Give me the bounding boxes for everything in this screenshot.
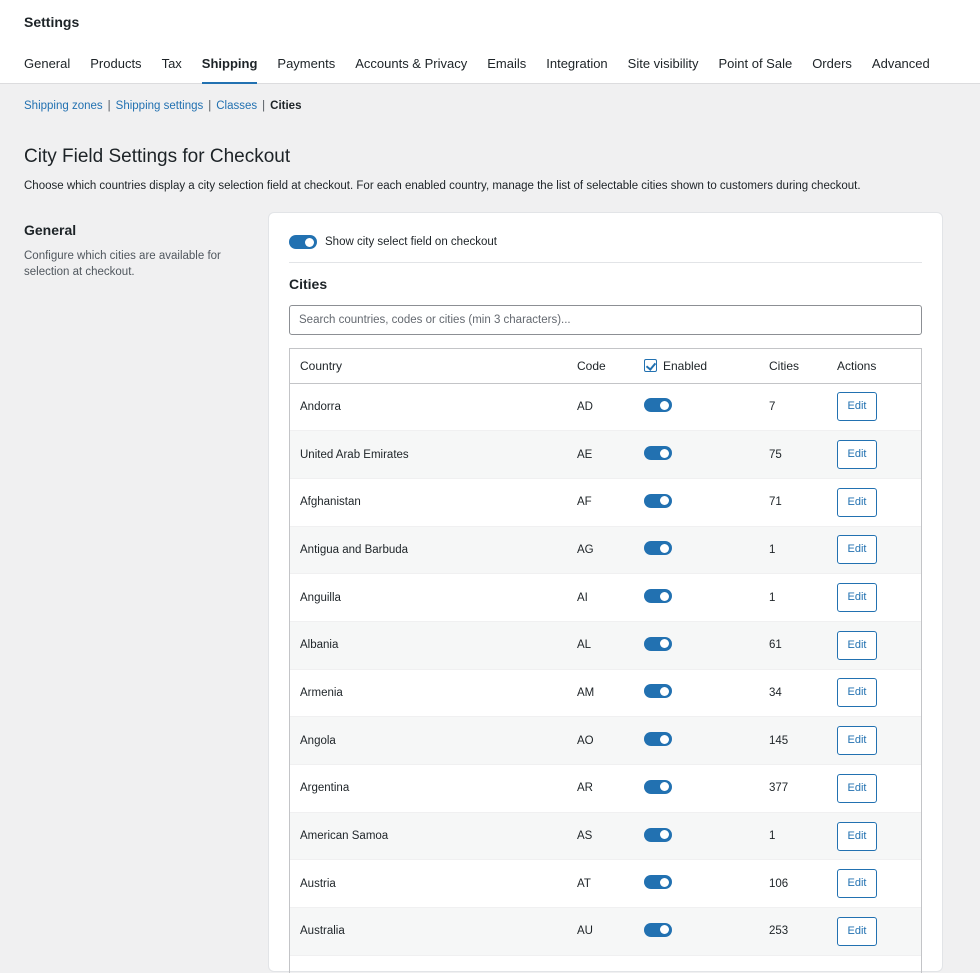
- country-enabled-toggle[interactable]: [644, 684, 672, 698]
- table-row: [290, 812, 921, 860]
- subnav-separator: |: [208, 100, 212, 112]
- actions-cell: [837, 574, 921, 622]
- edit-button[interactable]: Edit: [837, 583, 877, 612]
- edit-button[interactable]: Edit: [837, 774, 877, 803]
- country-code: AR: [577, 765, 644, 813]
- country-name: Austria: [290, 860, 577, 908]
- tab-integration[interactable]: Integration: [546, 56, 608, 71]
- cities-table-body: [290, 383, 921, 955]
- actions-cell: [837, 860, 921, 908]
- table-row: [290, 860, 921, 908]
- country-name: Angola: [290, 717, 577, 765]
- edit-button[interactable]: Edit: [837, 726, 877, 755]
- country-enabled-toggle[interactable]: [644, 828, 672, 842]
- city-count: 145: [769, 717, 837, 765]
- country-code: AG: [577, 526, 644, 574]
- edit-button[interactable]: Edit: [837, 869, 877, 898]
- country-code: AF: [577, 478, 644, 526]
- actions-cell: [837, 526, 921, 574]
- enabled-cell: [644, 431, 769, 479]
- section-title: City Field Settings for Checkout: [24, 146, 291, 167]
- edit-button[interactable]: Edit: [837, 822, 877, 851]
- city-count: 7: [769, 383, 837, 431]
- enabled-cell: [644, 908, 769, 956]
- city-count: 106: [769, 860, 837, 908]
- table-row: [290, 669, 921, 717]
- edit-button[interactable]: Edit: [837, 392, 877, 421]
- enabled-cell: [644, 383, 769, 431]
- tab-shipping[interactable]: Shipping: [192, 56, 268, 84]
- show-city-select-row: [289, 235, 497, 249]
- country-name: Armenia: [290, 669, 577, 717]
- table-row: [290, 908, 921, 956]
- country-name: American Samoa: [290, 812, 577, 860]
- city-count: 1: [769, 812, 837, 860]
- tab-products[interactable]: Products: [90, 56, 142, 71]
- city-count: 253: [769, 908, 837, 956]
- city-count: 71: [769, 478, 837, 526]
- table-row: [290, 526, 921, 574]
- show-city-select-toggle[interactable]: [289, 235, 317, 249]
- enabled-cell: [644, 478, 769, 526]
- subnav-separator: |: [107, 100, 111, 112]
- tab-general[interactable]: General: [24, 56, 71, 71]
- country-enabled-toggle[interactable]: [644, 398, 672, 412]
- cities-table-wrapper: [289, 348, 922, 973]
- cities-table: [290, 349, 921, 956]
- table-row: [290, 431, 921, 479]
- enabled-cell: [644, 812, 769, 860]
- city-count: 377: [769, 765, 837, 813]
- country-code: AO: [577, 717, 644, 765]
- country-code: AL: [577, 621, 644, 669]
- country-enabled-toggle[interactable]: [644, 446, 672, 460]
- tab-point-of-sale[interactable]: Point of Sale: [718, 56, 793, 71]
- edit-button[interactable]: Edit: [837, 535, 877, 564]
- enable-all-checkbox[interactable]: [644, 359, 657, 372]
- tab-tax[interactable]: Tax: [161, 56, 182, 71]
- country-name: Anguilla: [290, 574, 577, 622]
- cities-search-input[interactable]: [289, 305, 922, 335]
- enabled-cell: [644, 669, 769, 717]
- cities-heading: Cities: [289, 276, 328, 292]
- table-row: [290, 574, 921, 622]
- edit-button[interactable]: Edit: [837, 678, 877, 707]
- country-enabled-toggle[interactable]: [644, 541, 672, 555]
- country-enabled-toggle[interactable]: [644, 637, 672, 651]
- enabled-cell: [644, 526, 769, 574]
- show-city-select-label: Show city select field on checkout: [325, 236, 497, 248]
- card-divider: [289, 262, 922, 263]
- table-row: [290, 717, 921, 765]
- edit-button[interactable]: Edit: [837, 631, 877, 660]
- country-enabled-toggle[interactable]: [644, 494, 672, 508]
- city-count: 34: [769, 669, 837, 717]
- city-count: 61: [769, 621, 837, 669]
- edit-button[interactable]: Edit: [837, 440, 877, 469]
- country-name: Argentina: [290, 765, 577, 813]
- column-header-enabled: [644, 349, 769, 383]
- enabled-cell: [644, 621, 769, 669]
- column-header-cities: Cities: [769, 349, 837, 383]
- shipping-subnav: [24, 100, 301, 112]
- tab-accounts-privacy[interactable]: Accounts & Privacy: [355, 56, 468, 71]
- table-row: [290, 765, 921, 813]
- enabled-cell: [644, 717, 769, 765]
- column-header-country: Country: [290, 349, 577, 383]
- country-code: AS: [577, 812, 644, 860]
- general-description: Configure which cities are available for selection at checkout.: [24, 250, 221, 278]
- enabled-cell: [644, 765, 769, 813]
- general-heading: General: [24, 222, 77, 238]
- edit-button[interactable]: Edit: [837, 488, 877, 517]
- country-code: AM: [577, 669, 644, 717]
- country-code: AE: [577, 431, 644, 479]
- country-name: United Arab Emirates: [290, 431, 577, 479]
- country-name: Albania: [290, 621, 577, 669]
- country-code: AI: [577, 574, 644, 622]
- enabled-cell: [644, 574, 769, 622]
- country-code: AU: [577, 908, 644, 956]
- page-title: Settings: [24, 14, 80, 30]
- city-count: 1: [769, 574, 837, 622]
- tab-site-visibility[interactable]: Site visibility: [627, 56, 699, 71]
- actions-cell: [837, 669, 921, 717]
- table-row: [290, 478, 921, 526]
- settings-header: [0, 0, 980, 84]
- country-name: Afghanistan: [290, 478, 577, 526]
- country-name: Australia: [290, 908, 577, 956]
- actions-cell: [837, 478, 921, 526]
- settings-tabs: [24, 56, 940, 84]
- actions-cell: [837, 908, 921, 956]
- edit-button[interactable]: Edit: [837, 917, 877, 946]
- city-count: 1: [769, 526, 837, 574]
- tab-payments[interactable]: Payments: [277, 56, 336, 71]
- actions-cell: [837, 431, 921, 479]
- table-row: [290, 383, 921, 431]
- cities-card: [268, 212, 943, 972]
- subnav-cities-current: Cities: [270, 100, 302, 112]
- country-enabled-toggle[interactable]: [644, 780, 672, 794]
- tab-emails[interactable]: Emails: [487, 56, 527, 71]
- country-name: Andorra: [290, 383, 577, 431]
- column-header-actions: Actions: [837, 349, 921, 383]
- country-enabled-toggle[interactable]: [644, 732, 672, 746]
- country-enabled-toggle[interactable]: [644, 923, 672, 937]
- country-name: Antigua and Barbuda: [290, 526, 577, 574]
- subnav-shipping-settings[interactable]: Shipping settings: [115, 100, 204, 112]
- section-description: Choose which countries display a city selection field at checkout. For each enabled country, manage the list of selectable cities shown to customers during checkout.: [24, 180, 861, 192]
- enabled-header-label: Enabled: [663, 358, 708, 373]
- country-code: AD: [577, 383, 644, 431]
- table-header-row: [290, 349, 921, 383]
- country-code: AT: [577, 860, 644, 908]
- subnav-classes[interactable]: Classes: [216, 100, 258, 112]
- country-enabled-toggle[interactable]: [644, 875, 672, 889]
- actions-cell: [837, 717, 921, 765]
- subnav-separator: |: [262, 100, 266, 112]
- actions-cell: [837, 621, 921, 669]
- actions-cell: [837, 765, 921, 813]
- tab-orders[interactable]: Orders: [812, 56, 852, 71]
- enabled-cell: [644, 860, 769, 908]
- actions-cell: [837, 812, 921, 860]
- country-enabled-toggle[interactable]: [644, 589, 672, 603]
- city-count: 75: [769, 431, 837, 479]
- actions-cell: [837, 383, 921, 431]
- tab-advanced[interactable]: Advanced: [871, 56, 930, 71]
- subnav-shipping-zones[interactable]: Shipping zones: [24, 100, 103, 112]
- table-row: [290, 621, 921, 669]
- column-header-code: Code: [577, 349, 644, 383]
